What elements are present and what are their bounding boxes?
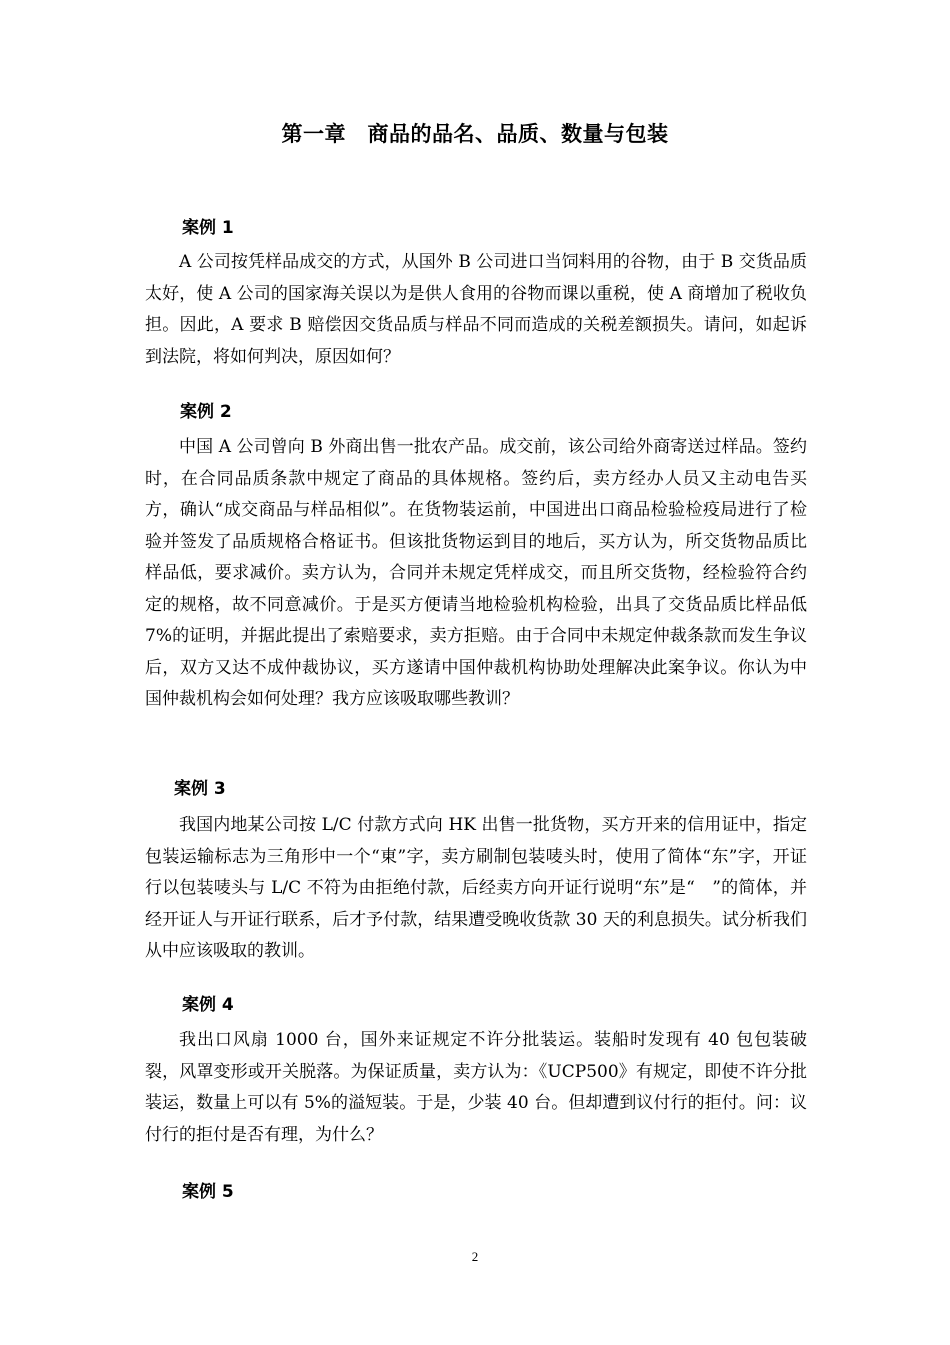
case-heading: 案例 3 (174, 779, 226, 799)
case-body: 我国内地某公司按 L/C 付款方式向 HK 出售一批货物，买方开来的信用证中，指定包装运输标志为三角形中一个“東”字，卖方刷制包装唛头时，使用了简体“东”字，开证行以包装唛头与 L/C 不符为由拒绝付款，后经卖方向开证行说明“东”是“ ”的简体，并经开证人与开证行联系，后才予付款，结果遭受晚收货款 30 天的利息损失。试分析我们从中应该吸取的教训。 (145, 815, 807, 961)
page-number: 2 (471, 1249, 479, 1264)
case-heading: 案例 5 (182, 1182, 234, 1202)
case-heading: 案例 4 (182, 995, 234, 1015)
chapter-title: 第一章 商品的品名、品质、数量与包装 (281, 122, 669, 146)
case-body: 我出口风扇 1000 台，国外来证规定不许分批装运。装船时发现有 40 包包装破裂，风罩变形或开关脱落。为保证质量，卖方认为：《UCP500》有规定，即使不许分批装运，数量上可以有 5%的溢短装。于是，少装 40 台。但却遭到议付行的拒付。问：议付行的拒付是否有理，为什么？ (145, 1030, 807, 1145)
case-body: 中国 A 公司曾向 B 外商出售一批农产品。成交前，该公司给外商寄送过样品。签约时，在合同品质条款中规定了商品的具体规格。签约后，卖方经办人员又主动电告买方，确认“成交商品与样品相似”。在货物装运前，中国进出口商品检验检疫局进行了检验并签发了品质规格合格证书。但该批货物运到目的地后，买方认为，所交货物品质比样品低，要求减价。卖方认为，合同并未规定凭样成交，而且所交货物，经检验符合约定的规格，故不同意减价。于是买方便请当地检验机构检验，出具了交货品质比样品低 7%的证明，并据此提出了索赔要求，卖方拒赔。由于合同中未规定仲裁条款而发生争议后，双方又达不成仲裁协议，买方遂请中国仲裁机构协助处理解决此案争议。你认为中国仲裁机构会如何处理？我方应该吸取哪些教训？ (145, 437, 807, 709)
case-heading: 案例 1 (182, 218, 234, 238)
case-body: A 公司按凭样品成交的方式，从国外 B 公司进口当饲料用的谷物，由于 B 交货品质太好，使 A 公司的国家海关误以为是供人食用的谷物而课以重税，使 A 商增加了税收负担。因此，A 要求 B 赔偿因交货品质与样品不同而造成的关税差额损失。请问，如起诉到法院，将如何判决，原因如何？ (145, 252, 807, 367)
case-heading: 案例 2 (180, 402, 232, 422)
